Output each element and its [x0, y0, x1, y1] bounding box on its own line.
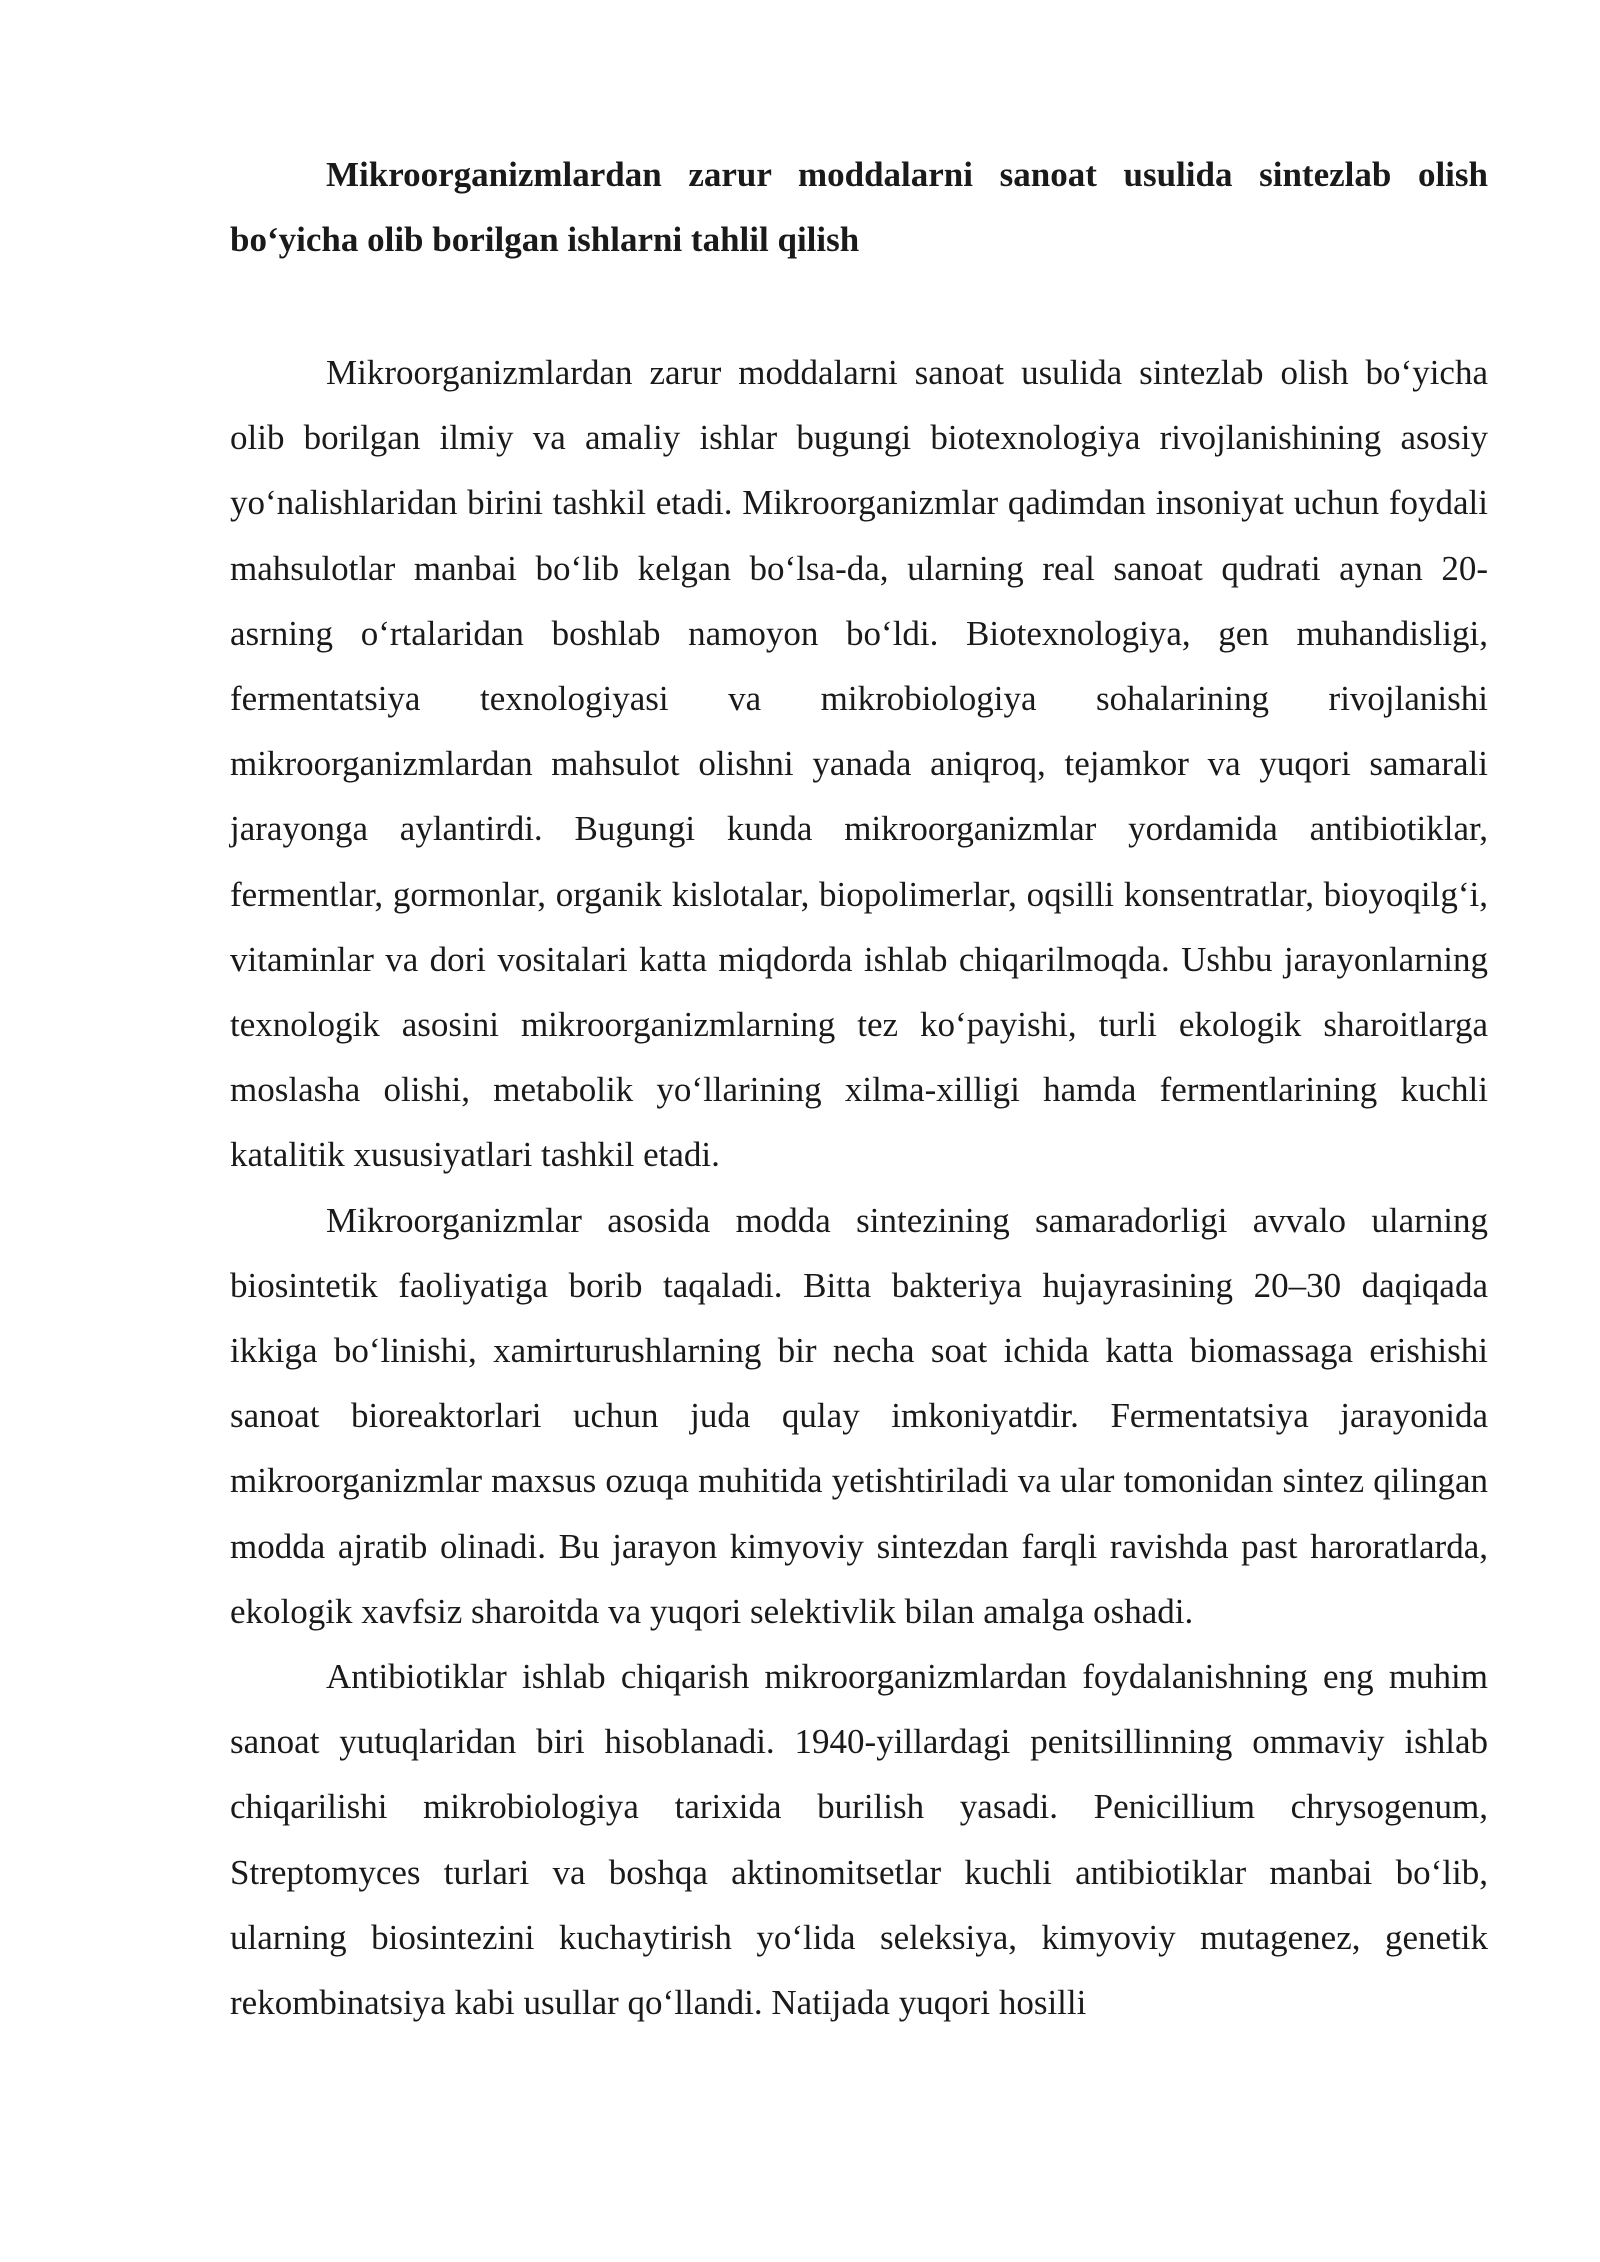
paragraph-3: Antibiotiklar ishlab chiqarish mikroorganizmlardan foydalanishning eng muhim sanoat yutuqlaridan biri hisoblanadi. 1940-yillardagi penitsillinning ommaviy ishlab chiqarilishi mikrobiologiya tarixida burilish yasadi. Penicillium chrysogenum, Streptomyces turlari va boshqa aktinomitsetlar kuchli antibiotiklar manbai bo‘lib, ularning biosintezini kuchaytirish yo‘lida seleksiya, kimyoviy mutagenez, genetik rekombinatsiya kabi usullar qo‘llandi. Natijada yuqori hosilli	[230, 1657, 1488, 2023]
document-title: Mikroorganizmlardan zarur moddalarni sanoat usulida sintezlab olish bo‘yicha olib borilgan ishlarni tahlil qilish	[230, 155, 1488, 259]
document-body	[230, 340, 1488, 2035]
paragraph-1: Mikroorganizmlardan zarur moddalarni sanoat usulida sintezlab olish bo‘yicha olib borilgan ilmiy va amaliy ishlar bugungi biotexnologiya rivojlanishining asosiy yo‘nalishlaridan birini tashkil etadi. Mikroorganizmlar qadimdan insoniyat uchun foydali mahsulotlar manbai bo‘lib kelgan bo‘lsa-da, ularning real sanoat qudrati aynan 20-asrning o‘rtalaridan boshlab namoyon bo‘ldi. Biotexnologiya, gen muhandisligi, fermentatsiya texnologiyasi va mikrobiologiya sohalarining rivojlanishi mikroorganizmlardan mahsulot olishni yanada aniqroq, tejamkor va yuqori samarali jarayonga aylantirdi. Bugungi kunda mikroorganizmlar yordamida antibiotiklar, fermentlar, gormonlar, organik kislotalar, biopolimerlar, oqsilli konsentratlar, bioyoqilg‘i, vitaminlar va dori vositalari katta miqdorda ishlab chiqarilmoqda. Ushbu jarayonlarning texnologik asosini mikroorganizmlarning tez ko‘payishi, turli ekologik sharoitlarga moslasha olishi, metabolik yo‘llarining xilma-xilligi hamda fermentlarining kuchli katalitik xususiyatlari tashkil etadi.	[230, 353, 1488, 1175]
paragraph-2: Mikroorganizmlar asosida modda sintezining samaradorligi avvalo ularning biosintetik faoliyatiga borib taqaladi. Bitta bakteriya hujayrasining 20–30 daqiqada ikkiga bo‘linishi, xamirturushlarning bir necha soat ichida katta biomassaga erishishi sanoat bioreaktorlari uchun juda qulay imkoniyatdir. Fermentatsiya jarayonida mikroorganizmlar maxsus ozuqa muhitida yetishtiriladi va ular tomonidan sintez qilingan modda ajratib olinadi. Bu jarayon kimyoviy sintezdan farqli ravishda past haroratlarda, ekologik xavfsiz sharoitda va yuqori selektivlik bilan amalga oshadi.	[230, 1200, 1488, 1631]
document-content	[230, 142, 1488, 2035]
